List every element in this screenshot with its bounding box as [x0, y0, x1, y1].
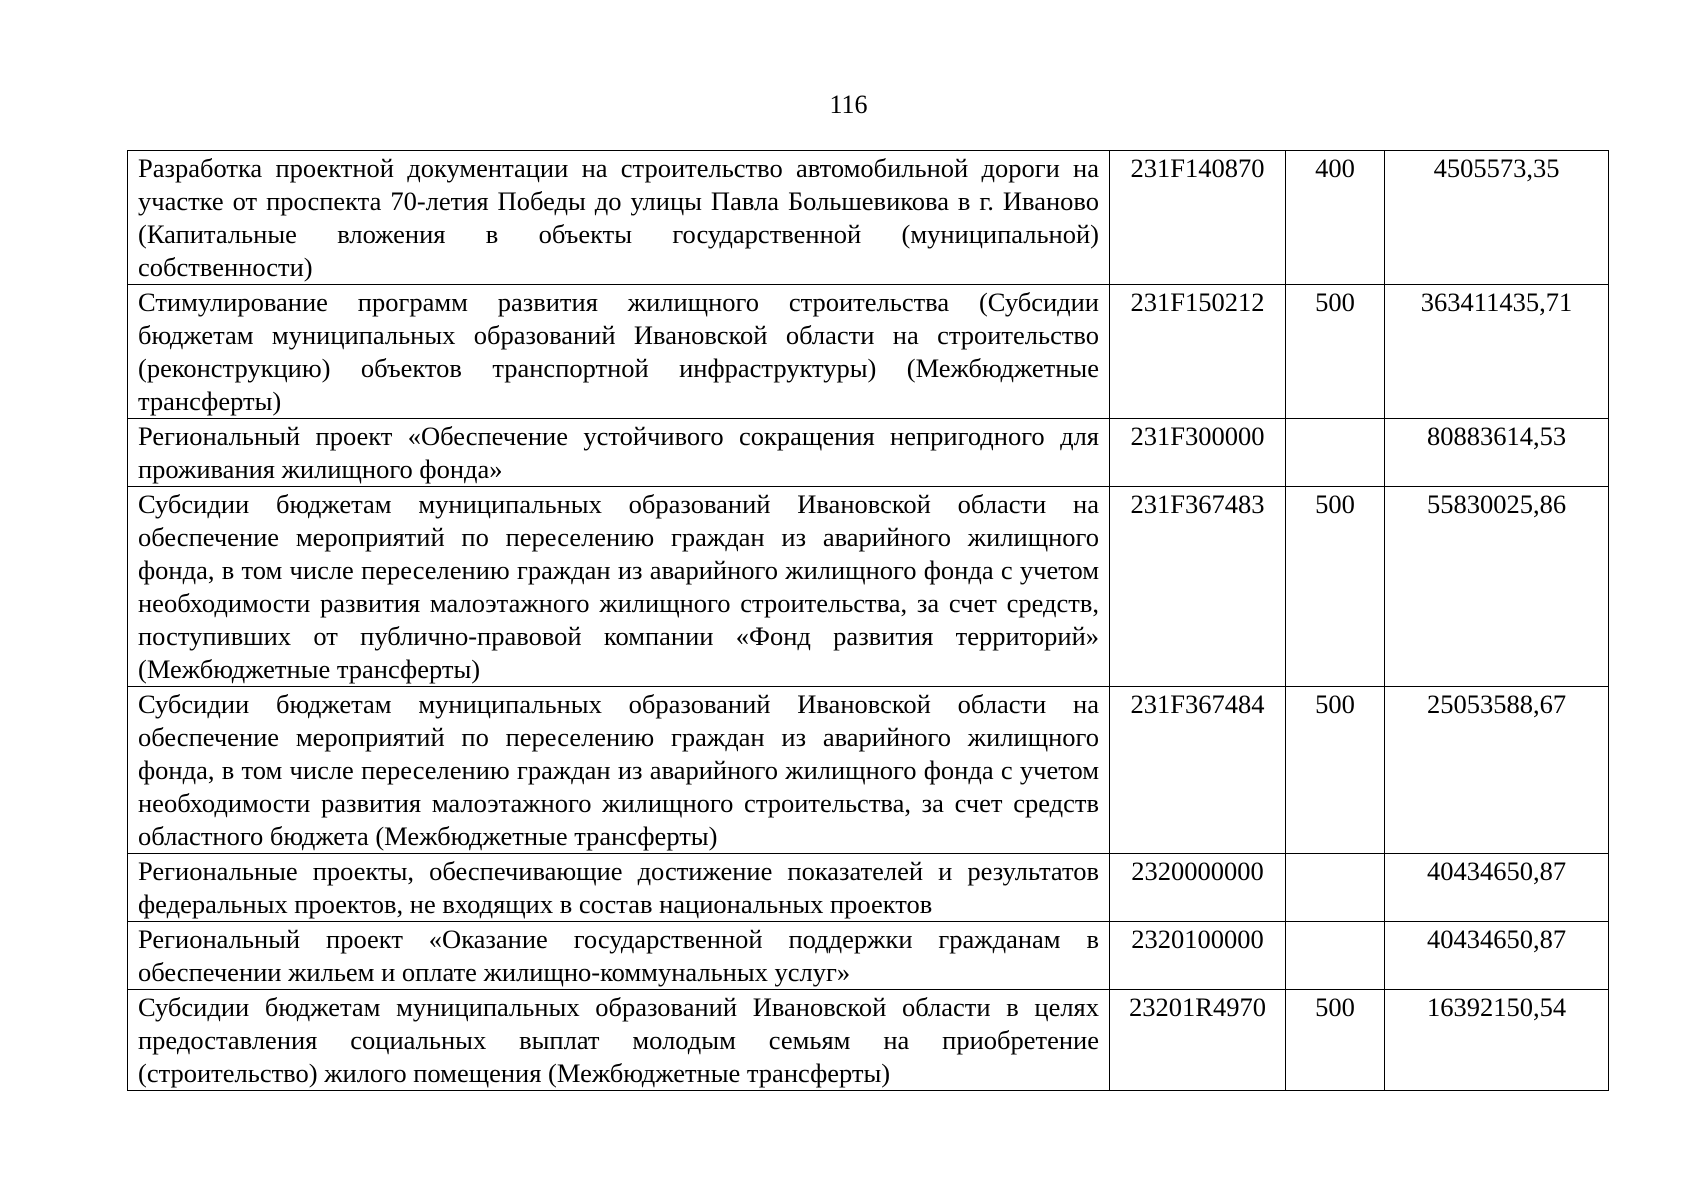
item-name: Субсидии бюджетам муниципальных образований Ивановской области на обеспечение мероприятий по переселению граждан из аварийного жилищного фонда, в том числе переселению граждан из аварийного жилищного фонда с учетом необходимости развития малоэтажного жилищного строительства, за счет средств, поступивших от публично-правовой компании «Фонд развития территорий» (Межбюджетные трансферты): [128, 487, 1110, 687]
table-row: [128, 151, 1609, 285]
target-article-code: 231F367483: [1110, 487, 1286, 687]
page-number: 116: [829, 90, 868, 119]
amount: 80883614,53: [1385, 419, 1609, 487]
table-row: [128, 487, 1609, 687]
expense-type-code: [1286, 922, 1385, 990]
expense-type-code: [1286, 854, 1385, 922]
table-row: [128, 922, 1609, 990]
amount: 16392150,54: [1385, 990, 1609, 1091]
item-name: Региональные проекты, обеспечивающие достижение показателей и результатов федеральных проектов, не входящих в состав национальных проектов: [128, 854, 1110, 922]
item-name: Субсидии бюджетам муниципальных образований Ивановской области в целях предоставления социальных выплат молодым семьям на приобретение (строительство) жилого помещения (Межбюджетные трансферты): [128, 990, 1110, 1091]
expense-type-code: 500: [1286, 687, 1385, 854]
target-article-code: 231F300000: [1110, 419, 1286, 487]
table-row: [128, 687, 1609, 854]
target-article-code: 231F150212: [1110, 285, 1286, 419]
amount: 40434650,87: [1385, 854, 1609, 922]
target-article-code: 231F367484: [1110, 687, 1286, 854]
item-name: Субсидии бюджетам муниципальных образований Ивановской области на обеспечение мероприятий по переселению граждан из аварийного жилищного фонда, в том числе переселению граждан из аварийного жилищного фонда с учетом необходимости развития малоэтажного жилищного строительства, за счет средств областного бюджета (Межбюджетные трансферты): [128, 687, 1110, 854]
amount: 4505573,35: [1385, 151, 1609, 285]
budget-table: [127, 150, 1609, 1091]
table-row: [128, 990, 1609, 1091]
expense-type-code: 500: [1286, 487, 1385, 687]
expense-type-code: 500: [1286, 990, 1385, 1091]
expense-type-code: [1286, 419, 1385, 487]
item-name: Стимулирование программ развития жилищного строительства (Субсидии бюджетам муниципальных образований Ивановской области на строительство (реконструкцию) объектов транспортной инфраструктуры) (Межбюджетные трансферты): [128, 285, 1110, 419]
table-row: [128, 285, 1609, 419]
item-name: Региональный проект «Оказание государственной поддержки гражданам в обеспечении жильем и оплате жилищно-коммунальных услуг»: [128, 922, 1110, 990]
expense-type-code: 400: [1286, 151, 1385, 285]
amount: 363411435,71: [1385, 285, 1609, 419]
target-article-code: 2320100000: [1110, 922, 1286, 990]
expense-type-code: 500: [1286, 285, 1385, 419]
target-article-code: 231F140870: [1110, 151, 1286, 285]
amount: 55830025,86: [1385, 487, 1609, 687]
table-row: [128, 419, 1609, 487]
amount: 25053588,67: [1385, 687, 1609, 854]
amount: 40434650,87: [1385, 922, 1609, 990]
target-article-code: 23201R4970: [1110, 990, 1286, 1091]
table-row: [128, 854, 1609, 922]
item-name: Разработка проектной документации на строительство автомобильной дороги на участке от проспекта 70-летия Победы до улицы Павла Большевикова в г. Иваново (Капитальные вложения в объекты государственной (муниципальной) собственности): [128, 151, 1110, 285]
item-name: Региональный проект «Обеспечение устойчивого сокращения непригодного для проживания жилищного фонда»: [128, 419, 1110, 487]
target-article-code: 2320000000: [1110, 854, 1286, 922]
